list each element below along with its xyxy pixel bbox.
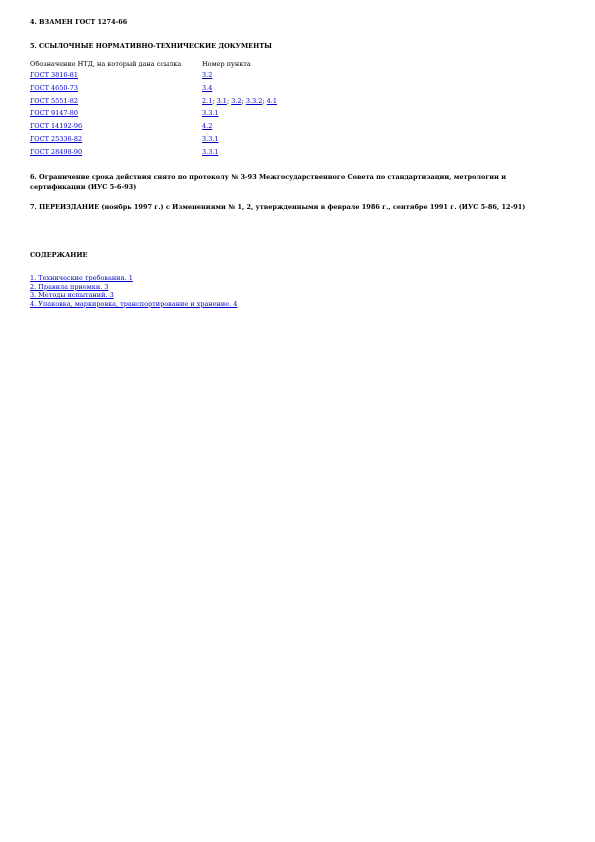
table-row [30,148,283,161]
clause-cell [202,122,283,135]
document-link[interactable]: ГОСТ 4650-73 [30,83,79,92]
references-table-header [30,60,283,71]
document-cell [30,71,202,84]
clause-link[interactable]: 3.4 [202,83,213,92]
table-row [30,135,283,148]
document-cell [30,122,202,135]
clause-cell [202,135,283,148]
toc-list [30,274,237,308]
section-6-text: 6. Ограничение срока действия снято по протоколу № 3-93 Межгосударственного Совета по стандартизации, метрологии и сертификации (ИУС 5-6-93) [30,173,507,191]
clause-link[interactable]: 4.1 [266,96,277,105]
column-header-document: Обозначение НТД, на который дана ссылка [30,60,182,68]
clause-link[interactable]: 3.1 [216,96,227,105]
clause-separator: ; [241,96,246,105]
table-row [30,84,283,97]
references-table [30,60,283,161]
toc-link[interactable]: 1. Технические требования. 1 [30,274,133,282]
toc-link[interactable]: 3. Методы испытаний. 3 [30,291,114,299]
clause-cell [202,84,283,97]
clause-link[interactable]: 3.2 [231,96,242,105]
table-row [30,71,283,84]
document-link[interactable]: ГОСТ 3816-81 [30,71,79,79]
document-link[interactable]: ГОСТ 14192-96 [30,122,83,131]
clause-cell [202,71,283,84]
document-cell [30,148,202,161]
section-7-text: 7. ПЕРЕИЗДАНИЕ (ноябрь 1997 г.) с Изменениями № 1, 2, утвержденными в феврале 1986 г., сентябре 1991 г. (ИУС 5-86, 12-91) [30,203,526,211]
clause-link[interactable]: 3.3.1 [202,134,219,143]
clause-separator: ; [212,96,217,105]
references-table-body [30,71,283,161]
clause-link[interactable]: 4.2 [202,122,213,131]
toc-link[interactable]: 2. Правила приемки. 3 [30,282,109,291]
table-row [30,97,283,110]
table-row [30,122,283,135]
clause-separator: ; [226,96,232,105]
document-cell [30,135,202,148]
clause-separator: ; [262,96,267,105]
toc-item [30,283,237,292]
document-link[interactable]: ГОСТ 28498-90 [30,147,83,156]
toc-item [30,300,237,309]
toc-item [30,274,237,283]
clause-cell [202,148,283,161]
clause-link[interactable]: 3.3.1 [202,147,219,156]
clause-link[interactable]: 3.3.2 [245,96,263,105]
section-4-heading: 4. ВЗАМЕН ГОСТ 1274-66 [30,18,128,26]
clause-cell [202,109,283,122]
document-link[interactable]: ГОСТ 5551-82 [30,96,79,105]
clause-link[interactable]: 3.3.1 [202,109,219,118]
column-header-clause: Номер пункта [202,60,251,68]
toc-link[interactable]: 4. Упаковка, маркировка, транспортирование и хранение. 4 [30,299,238,308]
clause-link[interactable]: 2.1 [202,96,213,105]
toc-title: СОДЕРЖАНИЕ [30,251,88,259]
document-cell [30,97,202,110]
section-5-heading: 5. ССЫЛОЧНЫЕ НОРМАТИВНО-ТЕХНИЧЕСКИЕ ДОКУМЕНТЫ [30,42,272,50]
document-link[interactable]: ГОСТ 25336-82 [30,134,83,143]
document-cell [30,109,202,122]
clause-link[interactable]: 3.2 [202,71,213,79]
document-link[interactable]: ГОСТ 9147-80 [30,109,79,118]
document-cell [30,84,202,97]
table-row [30,109,283,122]
toc-item [30,291,237,300]
clause-cell [202,97,283,110]
